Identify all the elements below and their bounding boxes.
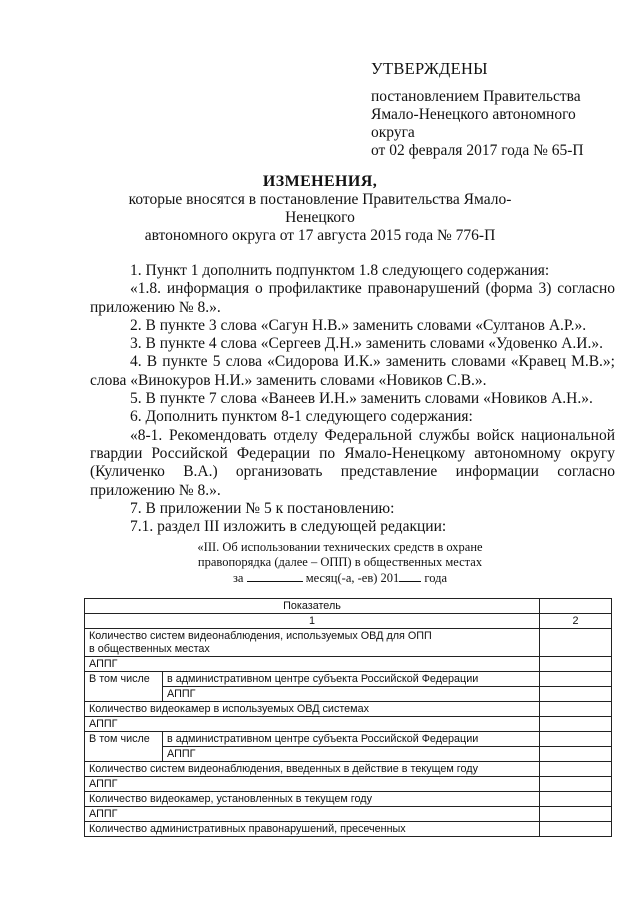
indicators-table: [84, 598, 612, 837]
value-cell: [540, 702, 612, 717]
paragraph: 3. В пункте 4 слова «Сергеев Д.Н.» заменить словами «Удовенко А.И.».: [130, 335, 603, 353]
column-number: 1: [85, 614, 540, 629]
caption-line: [170, 570, 510, 586]
paragraph: «1.8. информация о профилактике правонарушений (форма 3) согласно приложению № 8.».: [90, 280, 615, 316]
header-cell: Показатель: [85, 599, 540, 614]
approval-line: Ямало-Ненецкого автономного округа: [371, 106, 576, 141]
caption-suffix: года: [424, 571, 448, 585]
table-row: [85, 629, 612, 657]
table-row: [85, 807, 612, 822]
indicator-cell: АППГ: [85, 777, 540, 792]
subtitle-line: автономного округа от 17 августа 2015 года № 776-П: [144, 227, 496, 244]
table-row: [85, 687, 612, 702]
table-row: [85, 777, 612, 792]
table-row: [85, 717, 612, 732]
paragraph: 7.1. раздел III изложить в следующей редакции:: [130, 518, 447, 536]
table-row: [85, 672, 612, 687]
table-row: [85, 792, 612, 807]
document-subtitle: [100, 191, 540, 245]
value-cell: [540, 687, 612, 702]
value-cell: [540, 792, 612, 807]
indicator-cell: АППГ: [85, 657, 540, 672]
table-row: [85, 599, 612, 614]
approval-block: [371, 60, 621, 160]
value-cell: [540, 657, 612, 672]
subgroup-label: В том числе: [85, 672, 163, 702]
blank-field: [399, 570, 421, 582]
paragraph: 6. Дополнить пунктом 8-1 следующего содержания:: [130, 408, 473, 426]
indicator-cell: в административном центре субъекта Российской Федерации: [163, 732, 540, 747]
table-row: [85, 822, 612, 837]
caption-line: правопорядка (далее – ОПП) в общественных местах: [197, 555, 483, 569]
value-cell: [540, 629, 612, 657]
paragraph: 4. В пункте 5 слова «Сидорова И.К.» заменить словами «Кравец М.В.»; слова «Винокуров Н.И.» заменить словами «Новиков С.В.».: [90, 353, 615, 389]
indicator-cell: Количество административных правонарушений, пресеченных: [85, 822, 540, 837]
approval-line: от 02 февраля 2017 года № 65-П: [371, 142, 584, 159]
value-cell: [540, 762, 612, 777]
value-cell: [540, 732, 612, 747]
paragraph: 7. В приложении № 5 к постановлению:: [130, 499, 395, 517]
table-row: [85, 702, 612, 717]
caption-prefix: за: [232, 571, 244, 585]
indicator-text: Количество систем видеонаблюдения, используемых ОВД для ОПП: [89, 630, 432, 642]
value-cell: [540, 747, 612, 762]
indicator-cell: АППГ: [163, 687, 540, 702]
paragraph: 5. В пункте 7 слова «Ванеев И.Н.» заменить словами «Новиков А.Н.».: [130, 390, 593, 408]
blank-field: [247, 570, 303, 582]
value-cell: [540, 777, 612, 792]
paragraph: 1. Пункт 1 дополнить подпунктом 1.8 следующего содержания:: [130, 262, 550, 279]
paragraph: «8-1. Рекомендовать отделу Федеральной службы войск национальной гвардии Российской Федерации по Ямало-Ненецкому автономному округу (Куличенко В.А.) организовать представление информации согласно приложению № 8.».: [90, 426, 615, 499]
indicator-cell: АППГ: [163, 747, 540, 762]
table-row: [85, 657, 612, 672]
document-title: ИЗМЕНЕНИЯ,: [262, 173, 378, 190]
indicator-cell: Количество систем видеонаблюдения, введенных в действие в текущем году: [85, 762, 540, 777]
indicator-text: в общественных местах: [89, 643, 210, 655]
value-cell: [540, 672, 612, 687]
paragraph: 2. В пункте 3 слова «Сагун Н.В.» заменить словами «Султанов А.Р.».: [130, 316, 587, 334]
indicator-cell: Количество видеокамер, установленных в текущем году: [85, 792, 540, 807]
indicator-cell: [85, 629, 540, 657]
table-caption: [170, 540, 510, 586]
table-row: [85, 732, 612, 747]
indicator-cell: АППГ: [85, 807, 540, 822]
table-row: [85, 747, 612, 762]
table-row: [85, 762, 612, 777]
caption-middle: месяц(-а, -ев) 201: [305, 571, 400, 585]
indicator-cell: в административном центре субъекта Российской Федерации: [163, 672, 540, 687]
document-body: [90, 262, 615, 536]
value-cell: [540, 822, 612, 837]
indicator-cell: АППГ: [85, 717, 540, 732]
approval-heading: УТВЕРЖДЕНЫ: [371, 59, 488, 78]
value-cell: [540, 717, 612, 732]
indicator-cell: Количество видеокамер в используемых ОВД системах: [85, 702, 540, 717]
subtitle-line: которые вносятся в постановление Правительства Ямало-Ненецкого: [128, 191, 512, 226]
table-row: [85, 614, 612, 629]
subgroup-label: В том числе: [85, 732, 163, 762]
column-number: 2: [540, 614, 612, 629]
approval-line: постановлением Правительства: [371, 88, 581, 105]
value-cell: [540, 807, 612, 822]
caption-line: «III. Об использовании технических средств в охране: [197, 540, 483, 554]
table-cell: [540, 599, 612, 614]
